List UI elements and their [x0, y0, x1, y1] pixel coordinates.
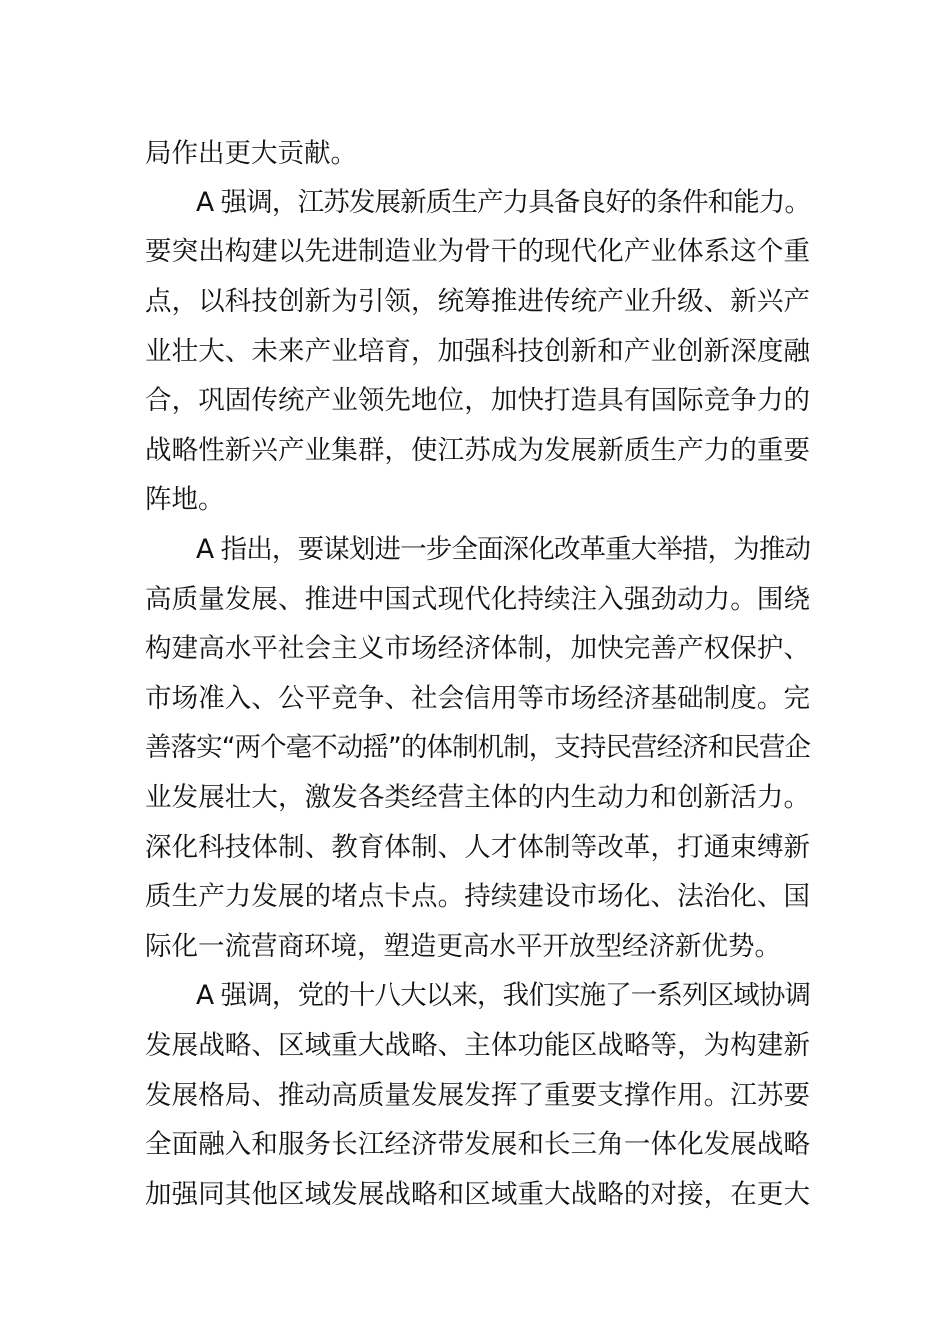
text-line: 业壮大、未来产业培育，加强科技创新和产业创新深度融	[145, 336, 810, 367]
text-line: 合，巩固传统产业领先地位，加快打造具有国际竞争力的	[145, 385, 810, 416]
text-line: 全面融入和服务长江经济带发展和长三角一体化发展战略	[145, 1129, 810, 1160]
text-line: 加强同其他区域发展战略和区域重大战略的对接，在更大	[145, 1179, 810, 1210]
text-line: 构建高水平社会主义市场经济体制，加快完善产权保护、	[145, 633, 810, 664]
text-line: 善落实“两个毫不动摇”的体制机制，支持民营经济和民营企	[145, 732, 810, 763]
text-line: 局作出更大贡献。	[145, 138, 357, 169]
text-line: 业发展壮大，激发各类经营主体的内生动力和创新活力。	[145, 782, 810, 813]
text-line: 发展战略、区域重大战略、主体功能区战略等，为构建新	[145, 1030, 810, 1061]
text-line: 市场准入、公平竞争、社会信用等市场经济基础制度。完	[145, 683, 810, 714]
text-line: 际化一流营商环境，塑造更高水平开放型经济新优势。	[145, 931, 781, 962]
paragraph-first-line: A 强调，江苏发展新质生产力具备良好的条件和能力。	[196, 187, 810, 218]
text-line: 深化科技体制、教育体制、人才体制等改革，打通束缚新	[145, 832, 810, 863]
text-line: 点，以科技创新为引领，统筹推进传统产业升级、新兴产	[145, 286, 810, 317]
text-line: 阵地。	[145, 484, 225, 515]
text-line: 战略性新兴产业集群，使江苏成为发展新质生产力的重要	[145, 435, 810, 466]
paragraph-first-line: A 指出，要谋划进一步全面深化改革重大举措，为推动	[196, 534, 810, 565]
paragraph-first-line: A 强调，党的十八大以来，我们实施了一系列区域协调	[196, 980, 810, 1011]
text-line: 高质量发展、推进中国式现代化持续注入强劲动力。围绕	[145, 584, 810, 615]
text-line: 质生产力发展的堵点卡点。持续建设市场化、法治化、国	[145, 881, 810, 912]
text-line: 要突出构建以先进制造业为骨干的现代化产业体系这个重	[145, 236, 810, 267]
text-line: 发展格局、推动高质量发展发挥了重要支撑作用。江苏要	[145, 1080, 810, 1111]
